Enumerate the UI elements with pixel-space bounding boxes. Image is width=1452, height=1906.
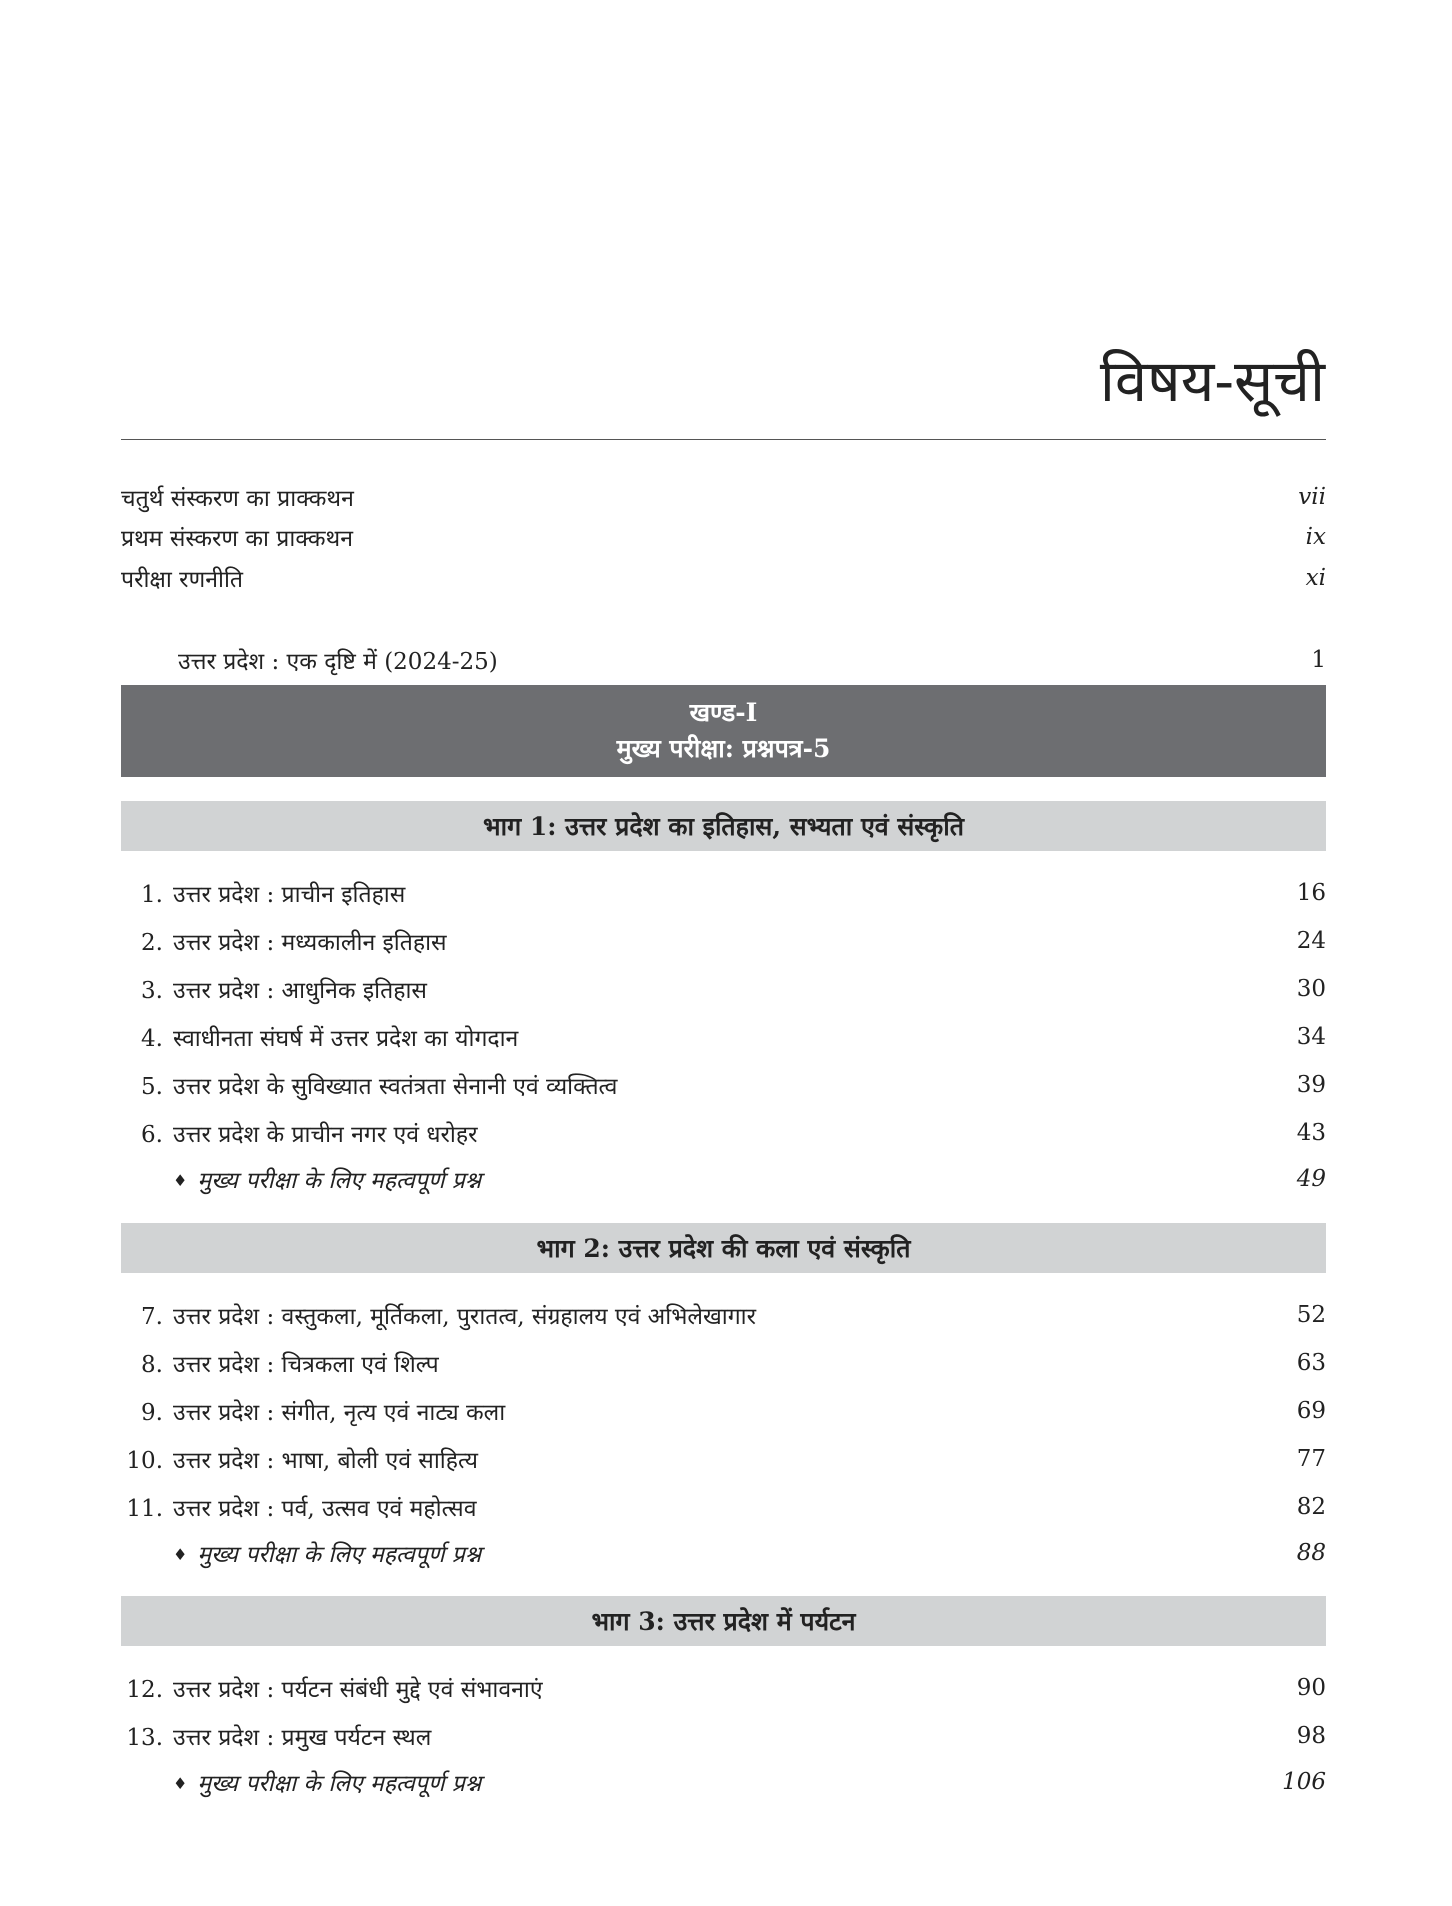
section-title: खण्ड-I [689,697,758,727]
chapter-title: उत्तर प्रदेश : भाषा, बोली एवं साहित्य [173,1448,478,1474]
entry-page-number: 30 [1296,976,1326,1002]
chapter-title: उत्तर प्रदेश के सुविख्यात स्वतंत्रता सेनानी एवं व्यक्तित्व [173,1074,618,1100]
toc-entry-front-matter[interactable] [121,477,1326,517]
entry-label: चतुर्थ संस्करण का प्राक्कथन [121,486,354,512]
entry-label: परीक्षा रणनीति [121,567,244,593]
section-heading-band [121,685,1326,777]
chapter-title: उत्तर प्रदेश : पर्यटन संबंधी मुद्दे एवं संभावनाएं [173,1677,543,1703]
entry-label: उत्तर प्रदेश : एक दृष्टि में (2024-25) [178,649,498,675]
entry-page-number: 39 [1296,1072,1326,1098]
chapter-title: उत्तर प्रदेश : मध्यकालीन इतिहास [173,930,447,956]
entry-page-number: 77 [1296,1446,1326,1472]
toc-entry-chapter[interactable] [121,1716,1326,1756]
chapter-title: उत्तर प्रदेश : चित्रकला एवं शिल्प [173,1352,439,1378]
entry-page-number: 88 [1296,1540,1326,1566]
chapter-number: 11. [126,1496,163,1522]
important-questions-label: मुख्य परीक्षा के लिए महत्वपूर्ण प्रश्न [197,1168,482,1194]
entry-page-number: xi [1305,565,1326,591]
toc-entry-intro[interactable] [121,640,1326,680]
title-divider [121,439,1326,440]
toc-entry-chapter[interactable] [121,1065,1326,1105]
entry-page-number: 90 [1296,1675,1326,1701]
entry-page-number: 34 [1296,1024,1326,1050]
toc-entry-chapter[interactable] [121,1487,1326,1527]
chapter-number: 3. [141,978,163,1004]
entry-page-number: ix [1305,524,1326,550]
entry-page-number: 43 [1296,1120,1326,1146]
chapter-number: 1. [141,882,163,908]
entry-page-number: vii [1298,484,1326,510]
chapter-title: उत्तर प्रदेश के प्राचीन नगर एवं धरोहर [173,1122,478,1148]
toc-entry-chapter[interactable] [121,969,1326,1009]
chapter-title: उत्तर प्रदेश : संगीत, नृत्य एवं नाट्य कला [173,1400,506,1426]
toc-entry-important-questions[interactable] [121,1159,1326,1199]
chapter-number: 12. [126,1677,163,1703]
important-questions-label: मुख्य परीक्षा के लिए महत्वपूर्ण प्रश्न [197,1542,482,1568]
entry-page-number: 63 [1296,1350,1326,1376]
toc-entry-chapter[interactable] [121,1295,1326,1335]
part-heading: भाग 2: उत्तर प्रदेश की कला एवं संस्कृति [121,1223,1326,1273]
toc-entry-front-matter[interactable] [121,517,1326,557]
important-questions-label: मुख्य परीक्षा के लिए महत्वपूर्ण प्रश्न [197,1771,482,1797]
chapter-number: 9. [141,1400,163,1426]
chapter-number: 10. [126,1448,163,1474]
chapter-title: उत्तर प्रदेश : पर्व, उत्सव एवं महोत्सव [173,1496,477,1522]
diamond-bullet-icon: ♦ [173,1545,188,1564]
chapter-title: उत्तर प्रदेश : आधुनिक इतिहास [173,978,427,1004]
entry-page-number: 82 [1296,1494,1326,1520]
part-heading: भाग 1: उत्तर प्रदेश का इतिहास, सभ्यता एवं संस्कृति [121,801,1326,851]
toc-entry-chapter[interactable] [121,1113,1326,1153]
entry-label: प्रथम संस्करण का प्राक्कथन [121,526,353,552]
entry-page-number: 16 [1296,880,1326,906]
section-subtitle: मुख्य परीक्षा: प्रश्नपत्र-5 [616,734,831,763]
entry-page-number: 49 [1296,1166,1326,1192]
toc-entry-chapter[interactable] [121,1391,1326,1431]
entry-page-number: 1 [1311,647,1326,673]
toc-entry-chapter[interactable] [121,1343,1326,1383]
diamond-bullet-icon: ♦ [173,1171,188,1190]
toc-entry-chapter[interactable] [121,1439,1326,1479]
chapter-number: 4. [141,1026,163,1052]
chapter-number: 13. [126,1725,163,1751]
toc-entry-important-questions[interactable] [121,1762,1326,1802]
diamond-bullet-icon: ♦ [173,1774,188,1793]
entry-page-number: 106 [1282,1769,1326,1795]
toc-entry-important-questions[interactable] [121,1533,1326,1573]
toc-entry-chapter[interactable] [121,1668,1326,1708]
chapter-number: 6. [141,1122,163,1148]
chapter-number: 8. [141,1352,163,1378]
chapter-title: उत्तर प्रदेश : वस्तुकला, मूर्तिकला, पुरातत्व, संग्रहालय एवं अभिलेखागार [173,1304,757,1330]
toc-entry-chapter[interactable] [121,1017,1326,1057]
entry-page-number: 69 [1296,1398,1326,1424]
entry-page-number: 98 [1296,1723,1326,1749]
chapter-title: उत्तर प्रदेश : प्रमुख पर्यटन स्थल [173,1725,432,1751]
part-heading: भाग 3: उत्तर प्रदेश में पर्यटन [121,1596,1326,1646]
chapter-title: स्वाधीनता संघर्ष में उत्तर प्रदेश का योगदान [173,1026,519,1052]
chapter-number: 2. [141,930,163,956]
entry-page-number: 52 [1296,1302,1326,1328]
chapter-title: उत्तर प्रदेश : प्राचीन इतिहास [173,882,406,908]
toc-entry-front-matter[interactable] [121,558,1326,598]
chapter-number: 5. [141,1074,163,1100]
page-title: विषय-सूची [1099,347,1325,415]
toc-entry-chapter[interactable] [121,873,1326,913]
chapter-number: 7. [141,1304,163,1330]
toc-entry-chapter[interactable] [121,921,1326,961]
entry-page-number: 24 [1296,928,1326,954]
